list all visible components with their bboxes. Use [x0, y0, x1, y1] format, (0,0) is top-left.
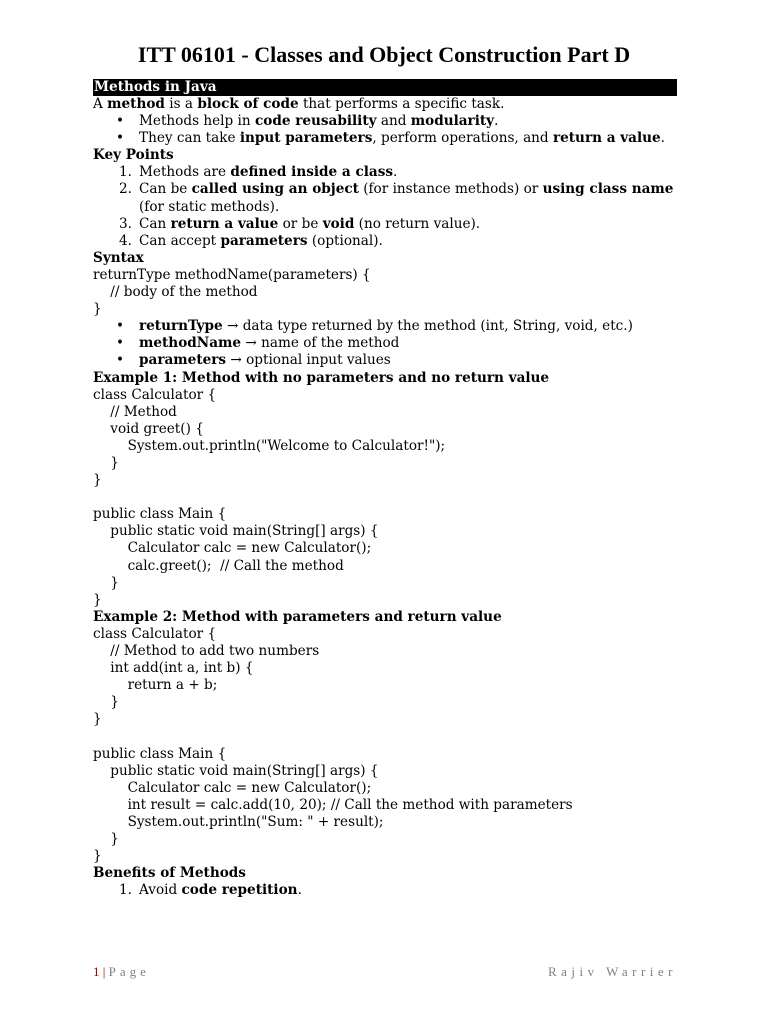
code-line: }: [93, 694, 119, 711]
code-line: }: [93, 574, 119, 591]
page-footer: [93, 964, 677, 982]
code-line: public class Main {: [93, 506, 227, 523]
page-label: Page: [108, 964, 150, 979]
code-line: public class Main {: [93, 745, 227, 762]
code-line: int add(int a, int b) {: [93, 660, 254, 677]
document-body: [93, 79, 683, 899]
list-item: 3. Can return a value or be void (no return value).: [119, 215, 481, 232]
code-line: System.out.println("Sum: " + result);: [93, 813, 384, 830]
list-item: • methodName → name of the method: [93, 335, 683, 352]
list-item: 1. Avoid code repetition.: [119, 882, 302, 899]
code-line: public static void main(String[] args) {: [93, 762, 379, 779]
code-line: returnType methodName(parameters) {: [93, 266, 371, 283]
list-item: 4. Can accept parameters (optional).: [119, 232, 383, 249]
example2-heading: Example 2: Method with parameters and return value: [93, 608, 502, 625]
code-line: class Calculator {: [93, 386, 217, 403]
code-line: }: [93, 848, 102, 865]
key-points-heading: Key Points: [93, 147, 174, 164]
code-line: int result = calc.add(10, 20); // Call the method with parameters: [93, 796, 573, 813]
code-line: public static void main(String[] args) {: [93, 523, 379, 540]
list-item: • Methods help in code reusability and modularity.: [93, 113, 683, 130]
benefits-heading: Benefits of Methods: [93, 865, 246, 882]
list-item: • parameters → optional input values: [93, 352, 683, 369]
page-title: ITT 06101 - Classes and Object Construction Part D: [137, 42, 631, 67]
code-line: // Method to add two numbers: [93, 643, 320, 659]
example1-heading: Example 1: Method with no parameters and no return value: [93, 369, 550, 386]
syntax-heading: Syntax: [93, 249, 144, 266]
author-name: Rajiv Warrier: [547, 964, 677, 979]
code-line: }: [93, 711, 102, 728]
page-number: 1: [93, 964, 100, 979]
code-line: }: [93, 472, 102, 489]
intro-paragraph: A method is a block of code that performs a specific task.: [93, 96, 505, 112]
list-item: • returnType → data type returned by the method (int, String, void, etc.): [93, 318, 683, 335]
code-line: // body of the method: [93, 284, 258, 301]
footer-separator: |: [99, 964, 109, 979]
code-line: void greet() {: [93, 420, 204, 437]
code-line: [93, 489, 683, 506]
code-line: Calculator calc = new Calculator();: [93, 540, 372, 557]
code-line: }: [93, 831, 119, 848]
list-item: • They can take input parameters, perform operations, and return a value.: [93, 130, 683, 147]
code-line: System.out.println("Welcome to Calculator!");: [93, 437, 446, 454]
code-line: // Method: [93, 403, 177, 420]
code-line: }: [93, 301, 102, 318]
code-line: return a + b;: [93, 677, 218, 694]
list-item: 1. Methods are defined inside a class.: [119, 164, 398, 181]
section-header: Methods in Java: [93, 79, 677, 96]
code-line: class Calculator {: [93, 625, 217, 642]
code-line: Calculator calc = new Calculator();: [93, 779, 372, 796]
list-item: 2. Can be called using an object (for instance methods) or using class name (for static methods).: [119, 181, 674, 215]
code-line: }: [93, 591, 102, 608]
code-line: [93, 728, 683, 745]
code-line: calc.greet(); // Call the method: [93, 557, 344, 574]
code-line: }: [93, 454, 119, 471]
